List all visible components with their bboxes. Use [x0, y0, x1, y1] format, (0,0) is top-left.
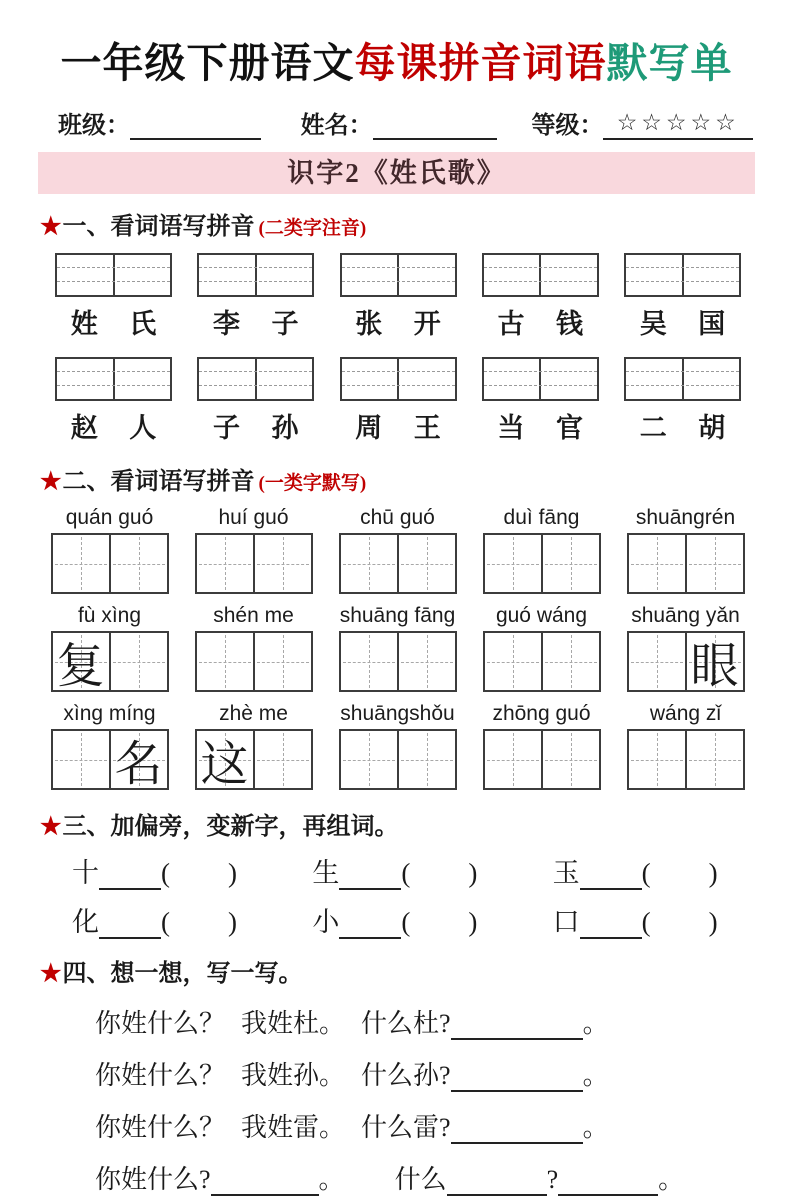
section4-heading: [40, 953, 793, 988]
lesson-banner: 识字2《姓氏歌》: [38, 152, 755, 194]
sentence-text: 。: [658, 1165, 685, 1194]
section4-exercise-area: [0, 1003, 793, 1196]
hanzi-word-pair: [624, 302, 741, 341]
hanzi-char: 李: [213, 309, 240, 339]
hanzi-char: 人: [129, 413, 157, 443]
hanzi-char: 胡: [698, 413, 726, 443]
sentence-text: 。: [582, 1113, 609, 1142]
tianzige-cell: [685, 633, 743, 693]
grade-label: 等级：: [531, 113, 604, 139]
dictation-item: [194, 506, 313, 594]
pinyin-word-item: [482, 357, 599, 445]
section1-grid-area: [0, 253, 793, 445]
pinyin-label: shuāngrén: [635, 506, 736, 529]
tianzige-cell: [541, 535, 599, 592]
radical-exercise-item: [312, 851, 552, 890]
pinyin-fourline-box: [340, 253, 457, 297]
answer-blank-line: [580, 866, 642, 890]
hanzi-char: 钱: [556, 309, 583, 339]
hanzi-char: 古: [497, 309, 525, 339]
hanzi-char: 子: [213, 413, 240, 443]
hanzi-char: 吴: [639, 309, 667, 339]
grade-stars: ☆☆☆☆☆: [603, 108, 753, 140]
tianzige-box: [51, 729, 169, 790]
paren-close: ): [228, 907, 237, 937]
title-part-green: 默写单: [606, 40, 733, 86]
hanzi-char: 国: [698, 309, 726, 339]
section2-heading: [40, 461, 793, 496]
fourline-guide-line: [342, 371, 455, 372]
tianzige-box: [483, 631, 601, 692]
pinyin-label: quán guó: [65, 506, 154, 529]
tianzige-cell: [53, 633, 109, 693]
pinyin-fourline-box: [482, 253, 599, 297]
paren-close: ): [228, 858, 237, 888]
prefilled-hanzi: 复: [56, 640, 105, 693]
pinyin-label: shuāngshǒu: [340, 702, 455, 725]
tianzige-cell: [397, 633, 455, 690]
fourline-guide-line: [342, 281, 455, 282]
dictation-item: [194, 702, 313, 790]
hanzi-word-pair: [340, 406, 457, 445]
tianzige-cell: [197, 633, 253, 690]
answer-blank-line: [339, 915, 401, 939]
student-info-row: [58, 105, 753, 140]
fourline-guide-line: [199, 385, 312, 386]
fourline-guide-line: [484, 371, 597, 372]
fourline-vertical-divider: [255, 359, 257, 399]
sentence-text: 。: [582, 1061, 609, 1090]
prefilled-hanzi: 这: [200, 738, 249, 791]
paren-open: (: [641, 907, 651, 937]
section3-exercise-area: [0, 851, 793, 939]
hanzi-char: 当: [497, 413, 525, 443]
radical-char: 生: [312, 858, 340, 888]
fourline-guide-line: [342, 267, 455, 268]
pinyin-fourline-box: [482, 357, 599, 401]
answer-blank-line: [99, 866, 161, 890]
fourline-guide-line: [626, 267, 739, 268]
radical-exercise-item: [553, 900, 793, 939]
star-icon: ★: [40, 214, 62, 240]
hanzi-char: 官: [556, 413, 583, 443]
class-label: 班级：: [58, 113, 130, 139]
pinyin-word-item: [340, 357, 457, 445]
tianzige-cell: [485, 731, 541, 788]
tianzige-cell: [341, 535, 397, 592]
tianzige-box: [483, 533, 601, 594]
section1-title: 一、看词语写拼音: [62, 214, 255, 240]
answer-blank-line: [99, 915, 161, 939]
prefilled-hanzi: 眼: [690, 640, 739, 693]
section2-note: (一类字默写): [258, 473, 367, 494]
dictation-item: [50, 702, 169, 790]
answer-blank-line: [339, 866, 401, 890]
tianzige-box: [51, 533, 169, 594]
tianzige-cell: [629, 731, 685, 788]
fourline-vertical-divider: [397, 359, 399, 399]
dictation-item: [626, 702, 745, 790]
tianzige-cell: [53, 535, 109, 592]
fourline-guide-line: [199, 267, 312, 268]
paren-open: (: [641, 858, 651, 888]
radical-exercise-item: [72, 900, 312, 939]
pinyin-fourline-box: [55, 253, 172, 297]
dictation-item: [338, 506, 457, 594]
hanzi-char: 子: [271, 309, 299, 339]
pinyin-label: xìng míng: [63, 702, 156, 725]
hanzi-char: 氏: [129, 309, 157, 339]
pinyin-word-item: [624, 357, 741, 445]
radical-exercise-row: [72, 900, 793, 939]
dictation-item: [338, 604, 457, 692]
paren-close: ): [708, 858, 718, 888]
tianzige-cell: [109, 535, 167, 592]
name-label: 姓名：: [300, 113, 373, 139]
pinyin-label: wáng zǐ: [649, 702, 722, 725]
pinyin-fourline-box: [624, 357, 741, 401]
fourline-guide-line: [57, 385, 170, 386]
tianzige-box: [627, 729, 745, 790]
radical-char: 口: [552, 907, 580, 937]
tianzige-box: [195, 533, 313, 594]
pinyin-word-item: [197, 253, 314, 341]
sentence-text: 什么杜?: [361, 1009, 451, 1038]
answer-blank-line: [447, 1172, 547, 1196]
paren-open: (: [401, 858, 411, 888]
page-title: [0, 30, 793, 89]
tianzige-box: [195, 631, 313, 692]
sentence-text: 什么: [394, 1165, 447, 1194]
paren-close: ): [708, 907, 718, 937]
pinyin-label: shuāng fāng: [339, 604, 456, 627]
tianzige-grid-row: [50, 702, 745, 790]
sentence-text: 。: [318, 1165, 345, 1194]
hanzi-word-pair: [197, 302, 314, 341]
radical-exercise-item: [553, 851, 793, 890]
radical-char: 十: [72, 858, 99, 888]
hanzi-char: 孙: [271, 413, 299, 443]
sentence-text: 我姓杜。: [241, 1009, 346, 1038]
pinyin-label: duì fāng: [503, 506, 580, 529]
fourline-guide-line: [199, 371, 312, 372]
fourline-guide-line: [199, 281, 312, 282]
tianzige-cell: [397, 535, 455, 592]
fourline-guide-line: [626, 281, 739, 282]
dictation-item: [338, 702, 457, 790]
tianzige-cell: [541, 731, 599, 788]
dictation-item: [626, 506, 745, 594]
dictation-item: [194, 604, 313, 692]
pinyin-label: fù xìng: [77, 604, 142, 627]
answer-blank-line: [558, 1172, 658, 1196]
tianzige-cell: [197, 731, 253, 791]
fourline-guide-line: [342, 385, 455, 386]
hanzi-word-pair: [624, 406, 741, 445]
sentence-line: [95, 1055, 793, 1092]
fourline-guide-line: [626, 385, 739, 386]
paren-open: (: [161, 907, 170, 937]
fourline-vertical-divider: [539, 255, 541, 295]
fourline-vertical-divider: [397, 255, 399, 295]
tianzige-box: [627, 533, 745, 594]
fourline-guide-line: [484, 281, 597, 282]
title-part-red: 每课拼音词语: [354, 40, 607, 86]
pinyin-label: chū guó: [360, 506, 435, 529]
sentence-text: 什么雷?: [361, 1113, 451, 1142]
pinyin-fourline-box: [197, 253, 314, 297]
prefilled-hanzi: 名: [114, 738, 163, 791]
star-icon: ★: [40, 814, 62, 840]
sentence-text: 你姓什么？: [95, 1061, 226, 1090]
radical-char: 化: [72, 907, 99, 937]
tianzige-cell: [253, 535, 311, 592]
pinyin-label: guó wáng: [495, 604, 588, 627]
section2-grid-area: [0, 506, 793, 790]
hanzi-char: 开: [413, 309, 441, 339]
answer-blank-line: [451, 1016, 583, 1040]
tianzige-cell: [197, 535, 253, 592]
answer-blank-line: [451, 1068, 583, 1092]
pinyin-word-item: [55, 253, 172, 341]
fourline-guide-line: [484, 385, 597, 386]
pinyin-grid-row: [55, 253, 741, 341]
sentence-text: 什么孙?: [361, 1061, 451, 1090]
tianzige-cell: [541, 633, 599, 690]
dictation-item: [626, 604, 745, 692]
fourline-vertical-divider: [539, 359, 541, 399]
tianzige-box: [51, 631, 169, 692]
tianzige-box: [339, 729, 457, 790]
radical-char: 玉: [552, 858, 580, 888]
sentence-line: [95, 1003, 793, 1040]
pinyin-word-item: [55, 357, 172, 445]
radical-exercise-item: [72, 851, 312, 890]
tianzige-cell: [629, 535, 685, 592]
dictation-item: [50, 506, 169, 594]
hanzi-word-pair: [55, 406, 172, 445]
sentence-text: 我姓孙。: [241, 1061, 346, 1090]
hanzi-char: 姓: [70, 309, 98, 339]
fourline-guide-line: [57, 281, 170, 282]
fourline-vertical-divider: [113, 255, 115, 295]
section2-title: 二、看词语写拼音: [62, 469, 255, 495]
fourline-guide-line: [626, 371, 739, 372]
answer-blank-line: [211, 1172, 319, 1196]
fourline-vertical-divider: [113, 359, 115, 399]
sentence-text: 。: [582, 1009, 609, 1038]
tianzige-cell: [253, 633, 311, 690]
radical-exercise-row: [72, 851, 793, 890]
pinyin-fourline-box: [624, 253, 741, 297]
radical-char: 小: [312, 907, 340, 937]
title-part-black: 一年级下册语文: [60, 40, 355, 86]
pinyin-label: shuāng yǎn: [631, 604, 740, 627]
sentence-text: ?: [546, 1165, 559, 1194]
hanzi-char: 二: [639, 413, 667, 443]
tianzige-grid-row: [50, 506, 745, 594]
name-blank-line: [373, 116, 498, 140]
tianzige-box: [339, 631, 457, 692]
tianzige-box: [627, 631, 745, 692]
paren-close: ): [468, 858, 478, 888]
tianzige-cell: [685, 535, 743, 592]
tianzige-cell: [397, 731, 455, 788]
fourline-guide-line: [57, 267, 170, 268]
pinyin-fourline-box: [55, 357, 172, 401]
paren-open: (: [161, 858, 170, 888]
pinyin-word-item: [482, 253, 599, 341]
pinyin-word-item: [624, 253, 741, 341]
tianzige-cell: [685, 731, 743, 788]
fourline-guide-line: [484, 267, 597, 268]
sentence-text: 你姓什么?: [95, 1165, 211, 1194]
radical-exercise-item: [312, 900, 552, 939]
star-icon: ★: [40, 469, 62, 495]
tianzige-cell: [253, 731, 311, 788]
tianzige-cell: [341, 633, 397, 690]
hanzi-word-pair: [197, 406, 314, 445]
section1-note: (二类字注音): [258, 218, 367, 239]
dictation-item: [482, 702, 601, 790]
answer-blank-line: [580, 915, 642, 939]
sentence-line: [95, 1107, 793, 1144]
tianzige-box: [339, 533, 457, 594]
fourline-vertical-divider: [255, 255, 257, 295]
dictation-item: [50, 604, 169, 692]
section4-title: 四、想一想，写一写。: [62, 961, 303, 987]
paren-close: ): [468, 907, 478, 937]
tianzige-cell: [485, 535, 541, 592]
hanzi-char: 张: [355, 309, 383, 339]
sentence-text: 我姓雷。: [241, 1113, 346, 1142]
pinyin-label: huí guó: [218, 506, 289, 529]
tianzige-cell: [53, 731, 109, 788]
fourline-vertical-divider: [682, 359, 684, 399]
fourline-vertical-divider: [682, 255, 684, 295]
hanzi-word-pair: [340, 302, 457, 341]
pinyin-label: zhè me: [219, 702, 288, 725]
paren-open: (: [401, 907, 411, 937]
section1-heading: [40, 206, 793, 241]
answer-blank-line: [451, 1120, 583, 1144]
dictation-item: [482, 604, 601, 692]
class-blank-line: [130, 116, 261, 140]
pinyin-word-item: [340, 253, 457, 341]
pinyin-fourline-box: [340, 357, 457, 401]
hanzi-word-pair: [55, 302, 172, 341]
tianzige-cell: [629, 633, 685, 690]
hanzi-char: 赵: [70, 413, 98, 443]
pinyin-fourline-box: [197, 357, 314, 401]
pinyin-grid-row: [55, 357, 741, 445]
sentence-text: 你姓什么？: [95, 1009, 226, 1038]
dictation-item: [482, 506, 601, 594]
pinyin-label: zhōng guó: [492, 702, 591, 725]
hanzi-word-pair: [482, 302, 599, 341]
hanzi-char: 王: [413, 413, 441, 443]
pinyin-label: shén me: [213, 604, 294, 627]
tianzige-grid-row: [50, 604, 745, 692]
tianzige-cell: [109, 731, 167, 791]
fourline-guide-line: [57, 371, 170, 372]
hanzi-word-pair: [482, 406, 599, 445]
sentence-text: 你姓什么？: [95, 1113, 226, 1142]
hanzi-char: 周: [355, 413, 383, 443]
sentence-line: [95, 1159, 793, 1196]
pinyin-word-item: [197, 357, 314, 445]
tianzige-cell: [485, 633, 541, 690]
star-icon: ★: [40, 961, 62, 987]
section3-title: 三、加偏旁，变新字，再组词。: [62, 814, 399, 840]
tianzige-box: [483, 729, 601, 790]
tianzige-cell: [109, 633, 167, 690]
tianzige-cell: [341, 731, 397, 788]
section3-heading: [40, 806, 793, 841]
tianzige-box: [195, 729, 313, 790]
